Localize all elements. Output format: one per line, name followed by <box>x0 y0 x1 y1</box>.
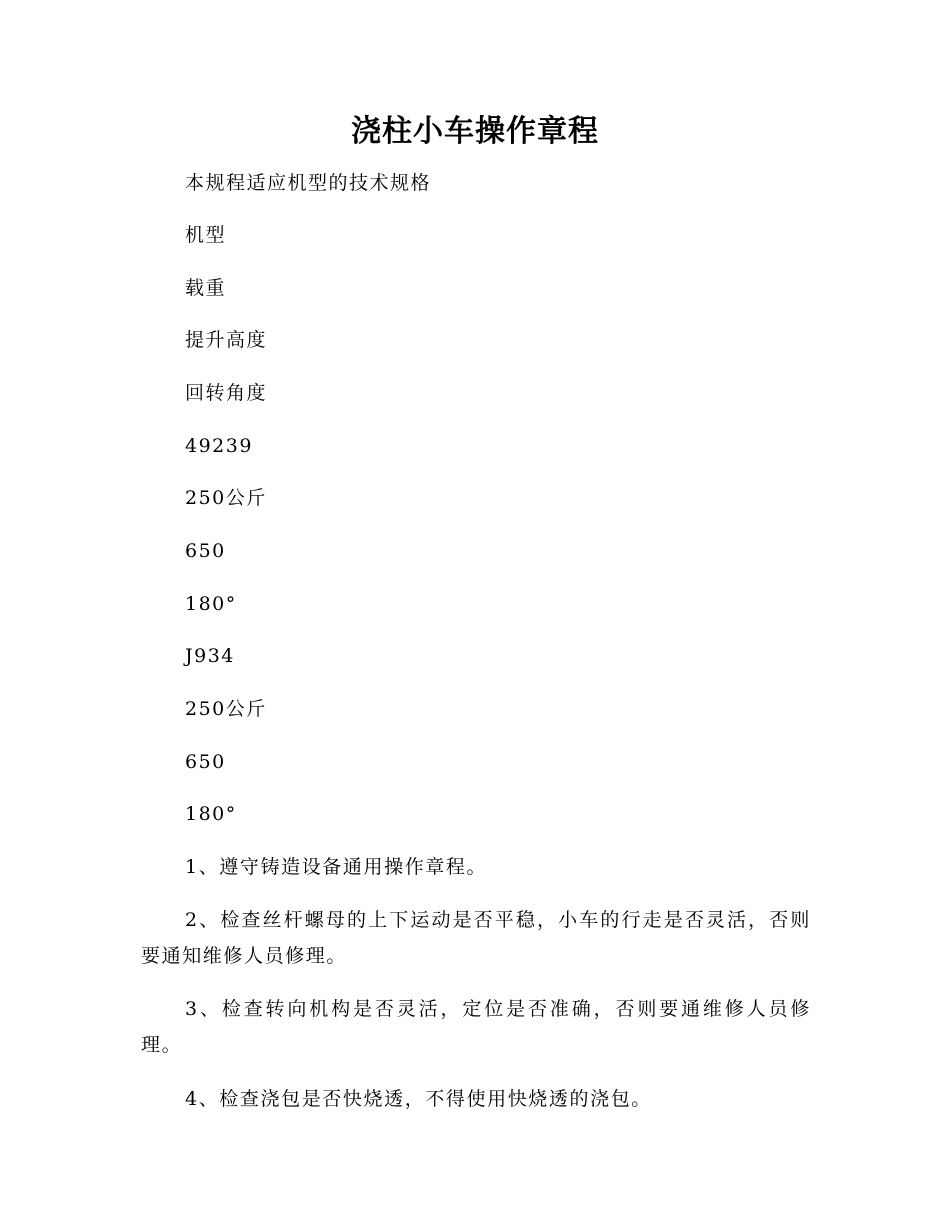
rule-paragraph: 4、检查浇包是否快烧透，不得使用快烧透的浇包。 <box>185 1088 652 1110</box>
page-title: 浇柱小车操作章程 <box>351 114 599 149</box>
spec-value: 250公斤 <box>185 698 267 720</box>
rule-paragraph: 3、检查转向机构是否灵活，定位是否准确，否则要通维修人员修理。 <box>141 998 811 1056</box>
rule-paragraph: 2、检查丝杆螺母的上下运动是否平稳，小车的行走是否灵活，否则要通知维修人员修理。 <box>141 909 811 967</box>
spec-value: 650 <box>185 751 226 773</box>
spec-value: 250公斤 <box>185 487 267 509</box>
spec-label-rotation-angle: 回转角度 <box>185 382 268 404</box>
spec-label-lift-height: 提升高度 <box>185 329 268 351</box>
spec-value: 49239 <box>185 435 253 457</box>
spec-value: J934 <box>185 645 235 667</box>
spec-value: 180° <box>185 593 237 615</box>
rule-paragraph: 1、遵守铸造设备通用操作章程。 <box>185 856 488 878</box>
spec-label-model: 机型 <box>185 224 227 246</box>
spec-label-load: 载重 <box>185 277 227 299</box>
spec-value: 180° <box>185 803 237 825</box>
intro-line: 本规程适应机型的技术规格 <box>185 172 432 194</box>
spec-value: 650 <box>185 540 226 562</box>
